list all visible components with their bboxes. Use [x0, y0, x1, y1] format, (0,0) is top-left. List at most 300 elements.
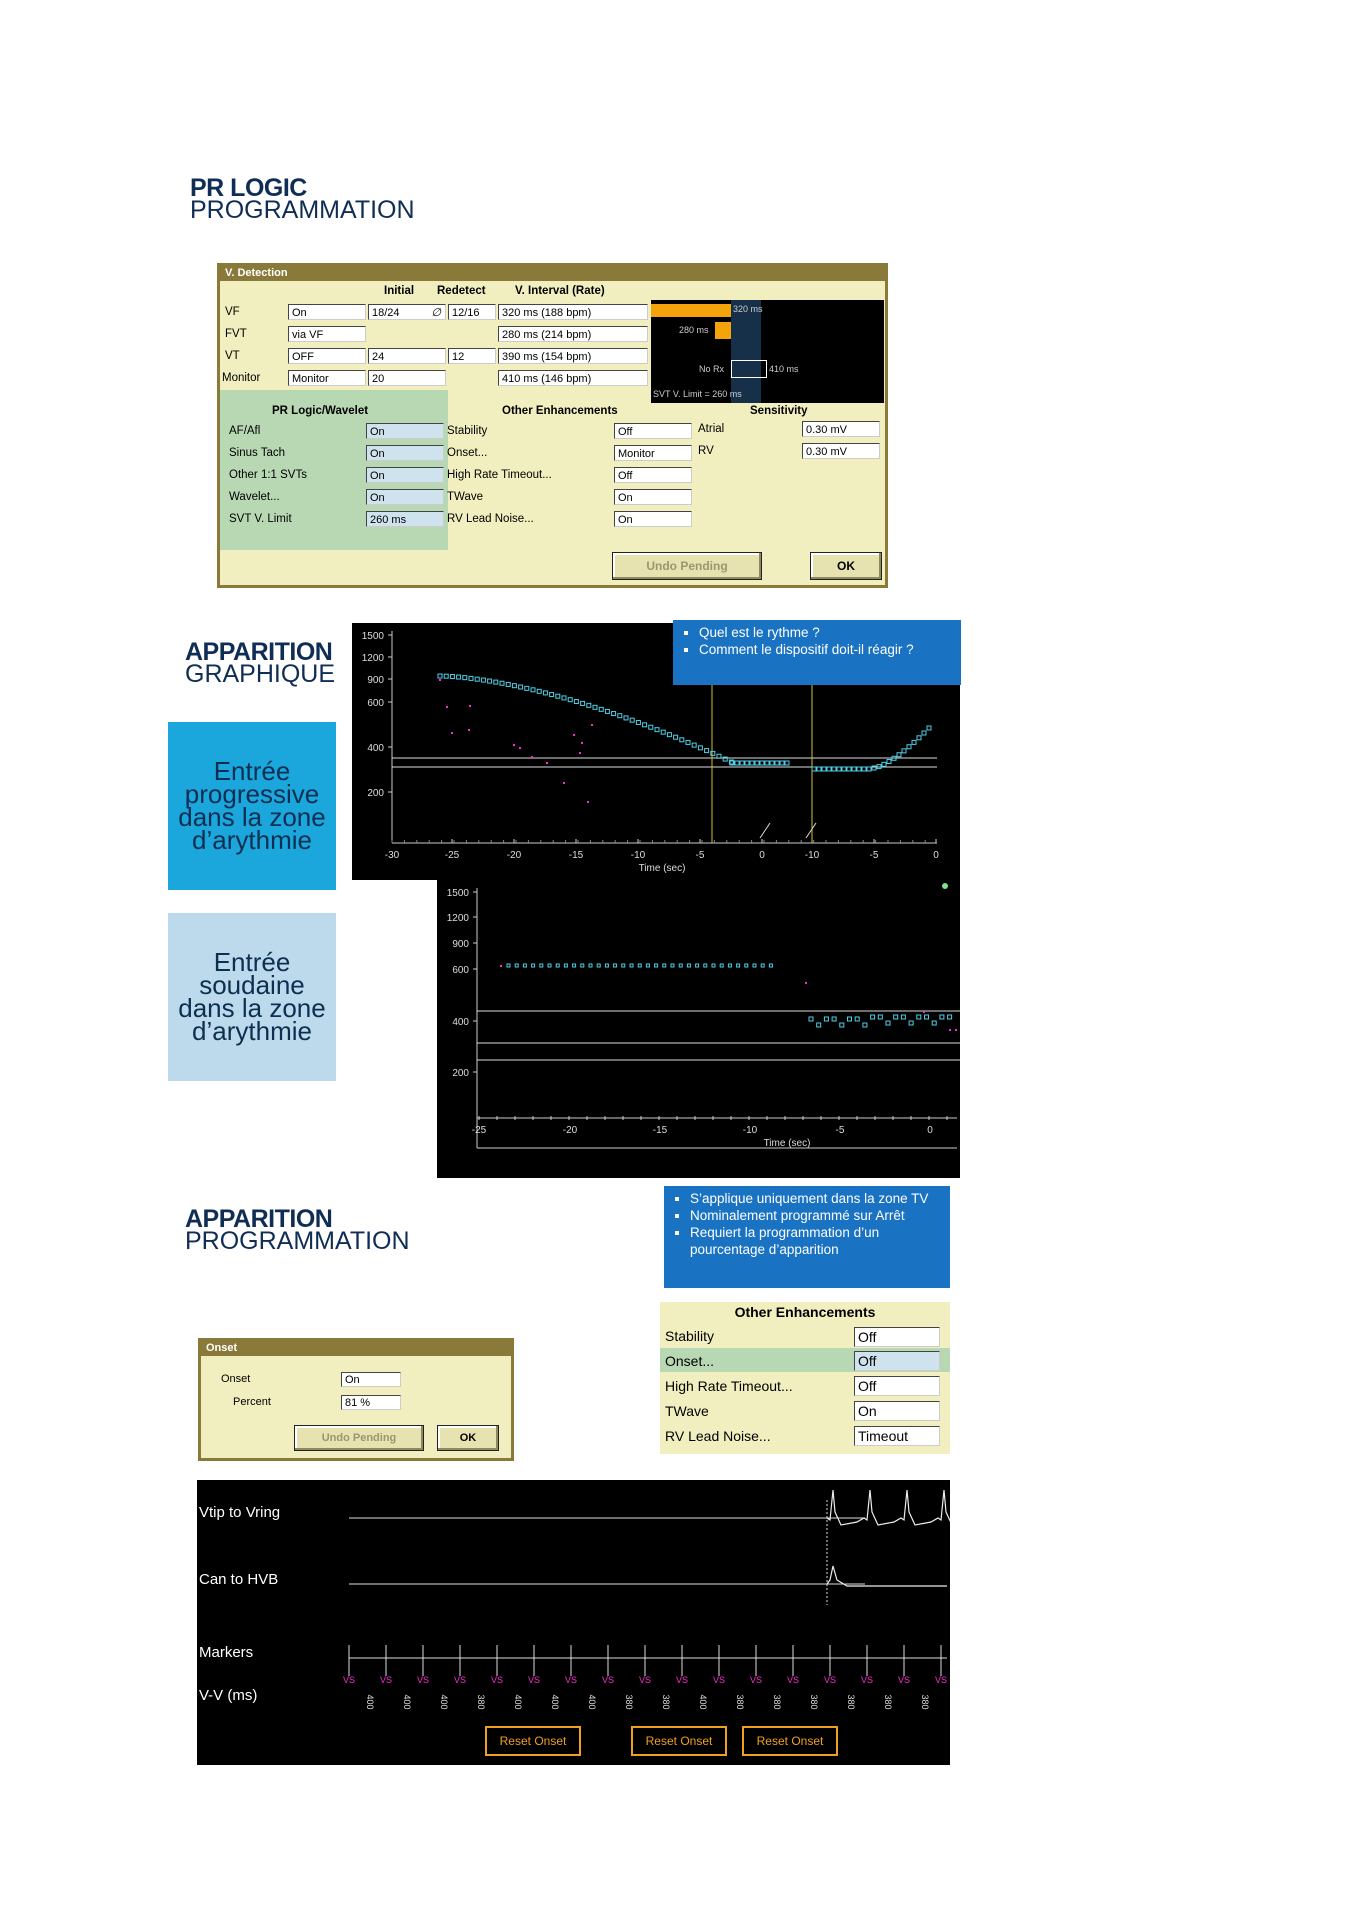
x-tick-label: -5 — [835, 1125, 845, 1136]
callout-question — [673, 620, 961, 685]
interval-point — [663, 964, 666, 967]
interval-point — [589, 964, 592, 967]
vf-initial-value: 18/24 — [372, 307, 400, 319]
x-tick-label: -20 — [506, 850, 522, 861]
other-label: RV Lead Noise... — [447, 513, 534, 525]
appgraph-heading: APPARITION — [185, 638, 333, 666]
current-marker — [942, 883, 948, 889]
interval-point — [512, 684, 516, 688]
x-tick-label: 0 — [759, 850, 765, 861]
interval-point — [817, 767, 821, 771]
reset-onset-marker: Reset Onset — [742, 1726, 838, 1756]
interval-point — [543, 691, 547, 695]
interval-point — [822, 767, 826, 771]
other2-label: Onset... — [665, 1353, 715, 1369]
interval-point — [863, 1023, 867, 1027]
interval-point — [901, 1015, 905, 1019]
panel-title: V. Detection — [220, 266, 885, 281]
col-interval: V. Interval (Rate) — [515, 285, 605, 297]
interval-point — [643, 723, 647, 727]
interval-point — [712, 964, 715, 967]
y-tick-label: 1200 — [446, 913, 469, 924]
interval-point — [832, 1017, 836, 1021]
prlogic-title: PR Logic/Wavelet — [272, 405, 369, 417]
interval-point — [785, 761, 789, 765]
interval-point — [671, 964, 674, 967]
interval-point — [765, 761, 769, 765]
interval-point — [674, 735, 678, 739]
interval-point — [840, 1023, 844, 1027]
interval-point — [775, 761, 779, 765]
other-field[interactable]: On — [614, 511, 692, 527]
vs-marker: VS — [342, 1675, 356, 1685]
callout-onset-info — [664, 1186, 950, 1288]
atrial-point — [546, 762, 548, 764]
callout-item: ▪ Quel est le rythme ? — [699, 624, 953, 641]
interval-point — [832, 767, 836, 771]
interval-point — [932, 1021, 936, 1025]
interval-point — [679, 964, 682, 967]
interval-point — [871, 1015, 875, 1019]
interval-point — [907, 745, 911, 749]
y-tick-label: 600 — [367, 698, 384, 709]
interval-point — [862, 767, 866, 771]
interval-point — [523, 964, 526, 967]
svt-limit-label: SVT V. Limit = 260 ms — [653, 389, 742, 399]
monitor-zone-box — [731, 360, 767, 378]
vv-interval: 400 — [513, 1694, 523, 1710]
monitor-interval-field[interactable]: 410 ms (146 bpm) — [498, 370, 648, 386]
monitor-zone-label: 410 ms — [769, 364, 799, 374]
x-tick-label: -10 — [804, 850, 820, 861]
other2-field[interactable]: On — [854, 1401, 940, 1421]
x-tick-label: -5 — [695, 850, 705, 861]
monitor-initial-field[interactable]: 20 — [368, 370, 446, 386]
interval-point — [817, 1023, 821, 1027]
percent-field[interactable]: 81 % — [341, 1395, 401, 1410]
y-tick-label: 400 — [367, 743, 384, 754]
interval-point — [809, 1017, 813, 1021]
vf-interval-field[interactable]: 320 ms (188 bpm) — [498, 304, 648, 320]
prlogic-field[interactable]: On — [366, 467, 444, 483]
other2-field[interactable]: Timeout — [854, 1426, 940, 1446]
interval-point — [618, 714, 622, 718]
interval-point — [457, 675, 461, 679]
interval-point — [655, 728, 659, 732]
prlogic-heading: PR LOGIC — [190, 174, 307, 202]
progressive-text: Entrée progressive dans la zone d’arythmie — [178, 756, 326, 855]
progressive-box — [168, 722, 336, 890]
other2-field[interactable]: Off — [854, 1327, 940, 1347]
vs-marker: VS — [379, 1675, 393, 1685]
other2-field[interactable]: Off — [854, 1376, 940, 1396]
monitor-mode-field[interactable]: Monitor — [288, 370, 366, 386]
interval-point — [887, 760, 891, 764]
interval-point — [525, 686, 529, 690]
interval-point — [612, 712, 616, 716]
x-tick-label: -25 — [444, 850, 460, 861]
ecg-traces — [197, 1480, 950, 1765]
interval-point — [711, 751, 715, 755]
other2-title: Other Enhancements — [734, 1304, 876, 1320]
interval-point — [469, 676, 473, 680]
interval-point — [531, 688, 535, 692]
reset-onset-marker: Reset Onset — [485, 1726, 581, 1756]
interval-point — [622, 964, 625, 967]
x-axis-title: Time (sec) — [638, 863, 686, 874]
x-tick-label: -15 — [568, 850, 584, 861]
interval-point — [855, 1017, 859, 1021]
atrial-point — [923, 1011, 925, 1013]
norx-label: No Rx — [699, 364, 725, 374]
interval-point — [867, 767, 871, 771]
prlogic-label: Other 1:1 SVTs — [229, 469, 307, 481]
fvt-zone-bar — [715, 322, 731, 339]
vt-interval-field[interactable]: 390 ms (154 bpm) — [498, 348, 648, 364]
vv-interval: 380 — [735, 1694, 745, 1710]
other-label: Stability — [447, 425, 488, 437]
interval-point — [925, 1015, 929, 1019]
fvt-zone-label: 280 ms — [679, 325, 709, 335]
vs-marker: VS — [934, 1675, 948, 1685]
interval-point — [573, 964, 576, 967]
interval-point — [537, 689, 541, 693]
interval-point — [917, 1015, 921, 1019]
other2-label: High Rate Timeout... — [665, 1378, 793, 1394]
x-tick-label: -5 — [869, 850, 879, 861]
interval-point — [661, 730, 665, 734]
other2-field[interactable]: Off — [854, 1351, 940, 1371]
onset-panel-title: Onset — [201, 1341, 511, 1356]
interval-point — [624, 716, 628, 720]
prlogic-field[interactable]: On — [366, 423, 444, 439]
prlogic-label: Sinus Tach — [229, 447, 286, 459]
prlogic-label: Wavelet... — [229, 491, 280, 503]
interval-point — [852, 767, 856, 771]
vv-interval: 400 — [402, 1694, 412, 1710]
appgraph-subheading: GRAPHIQUE — [185, 660, 336, 688]
prlogic-field[interactable]: On — [366, 489, 444, 505]
vs-marker: VS — [564, 1675, 578, 1685]
callout-item: ▪ S’applique uniquement dans la zone TV — [690, 1190, 942, 1207]
interval-point — [494, 680, 498, 684]
other-field[interactable]: Monitor — [614, 445, 692, 461]
x-tick-label: -20 — [562, 1125, 578, 1136]
interval-point — [698, 746, 702, 750]
atrial-point — [579, 752, 581, 754]
atrial-point — [587, 801, 589, 803]
y-tick-label: 200 — [452, 1068, 469, 1079]
interval-point — [564, 964, 567, 967]
x-tick-label: 0 — [933, 850, 939, 861]
atrial-point — [513, 744, 515, 746]
interval-point — [886, 1021, 890, 1025]
row-label-monitor: Monitor — [222, 372, 261, 384]
vs-marker: VS — [860, 1675, 874, 1685]
v-detection-panel — [217, 263, 888, 588]
vv-interval: 380 — [476, 1694, 486, 1710]
interval-point — [927, 726, 931, 730]
interval-point — [556, 964, 559, 967]
interval-point — [587, 703, 591, 707]
ecg-strip — [197, 1480, 950, 1765]
onset-field[interactable]: On — [341, 1372, 401, 1387]
undo-pending-button[interactable]: Undo Pending — [612, 552, 762, 580]
interval-point — [687, 964, 690, 967]
interval-point — [599, 707, 603, 711]
vv-interval: 400 — [365, 1694, 375, 1710]
other-label: TWave — [447, 491, 483, 503]
vv-interval: 400 — [439, 1694, 449, 1710]
sens-label: RV — [698, 445, 714, 457]
interval-point — [532, 964, 535, 967]
y-tick-label: 1200 — [361, 653, 384, 664]
vv-interval: 400 — [587, 1694, 597, 1710]
soudaine-text: Entrée soudaine dans la zone d’arythmie — [178, 947, 326, 1046]
x-tick-label: 0 — [927, 1125, 933, 1136]
interval-point — [745, 964, 748, 967]
atrial-point — [573, 734, 575, 736]
interval-point — [581, 964, 584, 967]
y-tick-label: 200 — [367, 788, 384, 799]
interval-point — [597, 964, 600, 967]
vs-marker: VS — [823, 1675, 837, 1685]
interval-point — [902, 749, 906, 753]
interval-point — [581, 701, 585, 705]
interval-point — [540, 964, 543, 967]
atrial-point — [439, 679, 441, 681]
interval-point — [550, 693, 554, 697]
onset-panel — [198, 1338, 514, 1461]
vt-redetect-field[interactable]: 12 — [448, 348, 496, 364]
vs-marker: VS — [786, 1675, 800, 1685]
other2-label: Stability — [665, 1328, 715, 1344]
other-field[interactable]: Off — [614, 423, 692, 439]
x-axis-title: Time (sec) — [763, 1138, 811, 1149]
reset-onset-marker: Reset Onset — [631, 1726, 727, 1756]
callout-item: ▪ Requiert la programmation d’un pourcentage d’apparition — [690, 1224, 942, 1258]
vv-interval: 380 — [920, 1694, 930, 1710]
interval-point — [696, 964, 699, 967]
sens-field[interactable]: 0.30 mV — [802, 443, 880, 459]
y-tick-label: 1500 — [361, 631, 384, 642]
interval-point — [897, 753, 901, 757]
interval-point — [649, 725, 653, 729]
ecg-label-vtip: Vtip to Vring — [199, 1504, 281, 1521]
zone-shade — [731, 300, 761, 403]
atrial-point — [955, 1029, 957, 1031]
onset-undo-button[interactable]: Undo Pending — [294, 1425, 424, 1451]
vs-marker: VS — [712, 1675, 726, 1685]
interval-point — [780, 761, 784, 765]
interval-point — [438, 674, 442, 678]
y-tick-label: 1500 — [446, 888, 469, 899]
vv-interval: 380 — [809, 1694, 819, 1710]
interval-point — [948, 1015, 952, 1019]
other-title: Other Enhancements — [502, 405, 618, 417]
interval-point — [755, 761, 759, 765]
ok-button[interactable]: OK — [810, 552, 882, 580]
interval-point — [593, 705, 597, 709]
interval-point — [912, 740, 916, 744]
fvt-mode-field[interactable]: via VF — [288, 326, 366, 342]
vf-redetect-field[interactable]: 12/16 — [448, 304, 496, 320]
interval-point — [605, 709, 609, 713]
vf-initial-field[interactable] — [368, 304, 446, 320]
vf-zone-label: 320 ms — [733, 304, 763, 314]
onset-label: Onset — [221, 1373, 251, 1385]
interval-point — [704, 964, 707, 967]
col-initial: Initial — [384, 285, 415, 297]
interval-point — [506, 682, 510, 686]
interval-point — [463, 676, 467, 680]
atrial-point — [446, 706, 448, 708]
interval-point — [515, 964, 518, 967]
vs-marker: VS — [749, 1675, 763, 1685]
vv-interval: 380 — [624, 1694, 634, 1710]
axis-break — [760, 823, 770, 838]
prlogic-field[interactable]: On — [366, 445, 444, 461]
interval-point — [740, 761, 744, 765]
y-tick-label: 900 — [452, 939, 469, 950]
interval-point — [842, 767, 846, 771]
atrial-point — [531, 756, 533, 758]
vf-zone-bar — [651, 304, 731, 317]
interval-point — [605, 964, 608, 967]
interval-point — [568, 698, 572, 702]
interval-point — [761, 964, 764, 967]
vt-initial-field[interactable]: 24 — [368, 348, 446, 364]
interval-point — [769, 964, 772, 967]
y-tick-label: 900 — [367, 675, 384, 686]
interval-point — [556, 694, 560, 698]
atrial-point — [581, 742, 583, 744]
other-enhancements-panel — [660, 1302, 950, 1454]
interval-point — [481, 678, 485, 682]
sensitivity-title: Sensitivity — [750, 405, 808, 417]
prlogic-label: SVT V. Limit — [229, 513, 292, 525]
interval-point — [630, 718, 634, 722]
interval-point — [894, 1015, 898, 1019]
interval-point — [720, 964, 723, 967]
other2-label: RV Lead Noise... — [665, 1428, 771, 1444]
atrial-point — [451, 732, 453, 734]
vv-interval: 380 — [846, 1694, 856, 1710]
atrial-point — [949, 1029, 951, 1031]
vs-marker: VS — [527, 1675, 541, 1685]
row-label-fvt: FVT — [225, 328, 247, 340]
interval-point — [917, 736, 921, 740]
prlogic-subheading: PROGRAMMATION — [190, 196, 415, 224]
interval-point — [878, 1015, 882, 1019]
lock-icon: ∅ — [431, 307, 441, 319]
interval-point — [686, 740, 690, 744]
interval-point — [940, 1015, 944, 1019]
atrial-point — [563, 782, 565, 784]
atrial-point — [591, 724, 593, 726]
interval-point — [735, 761, 739, 765]
fvt-interval-field[interactable]: 280 ms (214 bpm) — [498, 326, 648, 342]
atrial-point — [519, 747, 521, 749]
interval-point — [922, 731, 926, 735]
other-field[interactable]: Off — [614, 467, 692, 483]
vf-mode-field[interactable]: On — [288, 304, 366, 320]
x-tick-label: -10 — [742, 1125, 758, 1136]
vv-interval: 380 — [883, 1694, 893, 1710]
interval-point — [812, 767, 816, 771]
vs-marker: VS — [897, 1675, 911, 1685]
ecg-label-vv: V-V (ms) — [199, 1687, 258, 1704]
onset-ok-button[interactable]: OK — [437, 1425, 499, 1451]
sudden-onset-plot — [437, 880, 960, 1178]
interval-point — [548, 964, 551, 967]
interval-point — [848, 1017, 852, 1021]
interval-point — [728, 964, 731, 967]
interval-point — [824, 1017, 828, 1021]
interval-point — [488, 679, 492, 683]
interval-point — [444, 674, 448, 678]
vv-interval: 400 — [550, 1694, 560, 1710]
sens-label: Atrial — [698, 423, 725, 435]
sens-field[interactable]: 0.30 mV — [802, 421, 880, 437]
x-tick-label: -30 — [384, 850, 400, 861]
callout-item: ▪ Nominalement programmé sur Arrêt — [690, 1207, 942, 1224]
interval-point — [507, 964, 510, 967]
interval-point — [638, 964, 641, 967]
vt-mode-field[interactable]: OFF — [288, 348, 366, 364]
atrial-point — [500, 965, 502, 967]
x-tick-label: -15 — [652, 1125, 668, 1136]
other-field[interactable]: On — [614, 489, 692, 505]
interval-point — [750, 761, 754, 765]
interval-point — [909, 1021, 913, 1025]
y-tick-label: 600 — [452, 965, 469, 976]
ecg-label-markers: Markers — [199, 1644, 254, 1661]
prlogic-field[interactable]: 260 ms — [366, 511, 444, 527]
vv-interval: 380 — [772, 1694, 782, 1710]
interval-point — [692, 743, 696, 747]
prlogic-label: AF/Afl — [229, 425, 261, 437]
vs-marker: VS — [601, 1675, 615, 1685]
interval-point — [450, 675, 454, 679]
atrial-point — [805, 982, 807, 984]
vs-marker: VS — [675, 1675, 689, 1685]
x-tick-label: -25 — [471, 1125, 487, 1136]
interval-point — [770, 761, 774, 765]
interval-point — [882, 762, 886, 766]
x-tick-label: -10 — [630, 850, 646, 861]
interval-point — [680, 738, 684, 742]
appprog-heading: APPARITION — [185, 1205, 333, 1233]
vv-interval: 380 — [661, 1694, 671, 1710]
interval-point — [857, 767, 861, 771]
interval-point — [753, 964, 756, 967]
row-label-vt: VT — [225, 350, 240, 362]
other-label: High Rate Timeout... — [447, 469, 552, 481]
vs-marker: VS — [453, 1675, 467, 1685]
percent-label: Percent — [233, 1396, 271, 1408]
y-tick-label: 400 — [452, 1017, 469, 1028]
soudaine-box — [168, 913, 336, 1081]
interval-point — [636, 720, 640, 724]
interval-point — [655, 964, 658, 967]
other2-label: TWave — [665, 1403, 709, 1419]
interval-point — [519, 685, 523, 689]
atrial-point — [469, 705, 471, 707]
sudden-onset-chart — [437, 880, 960, 1178]
interval-point — [614, 964, 617, 967]
interval-point — [737, 964, 740, 967]
